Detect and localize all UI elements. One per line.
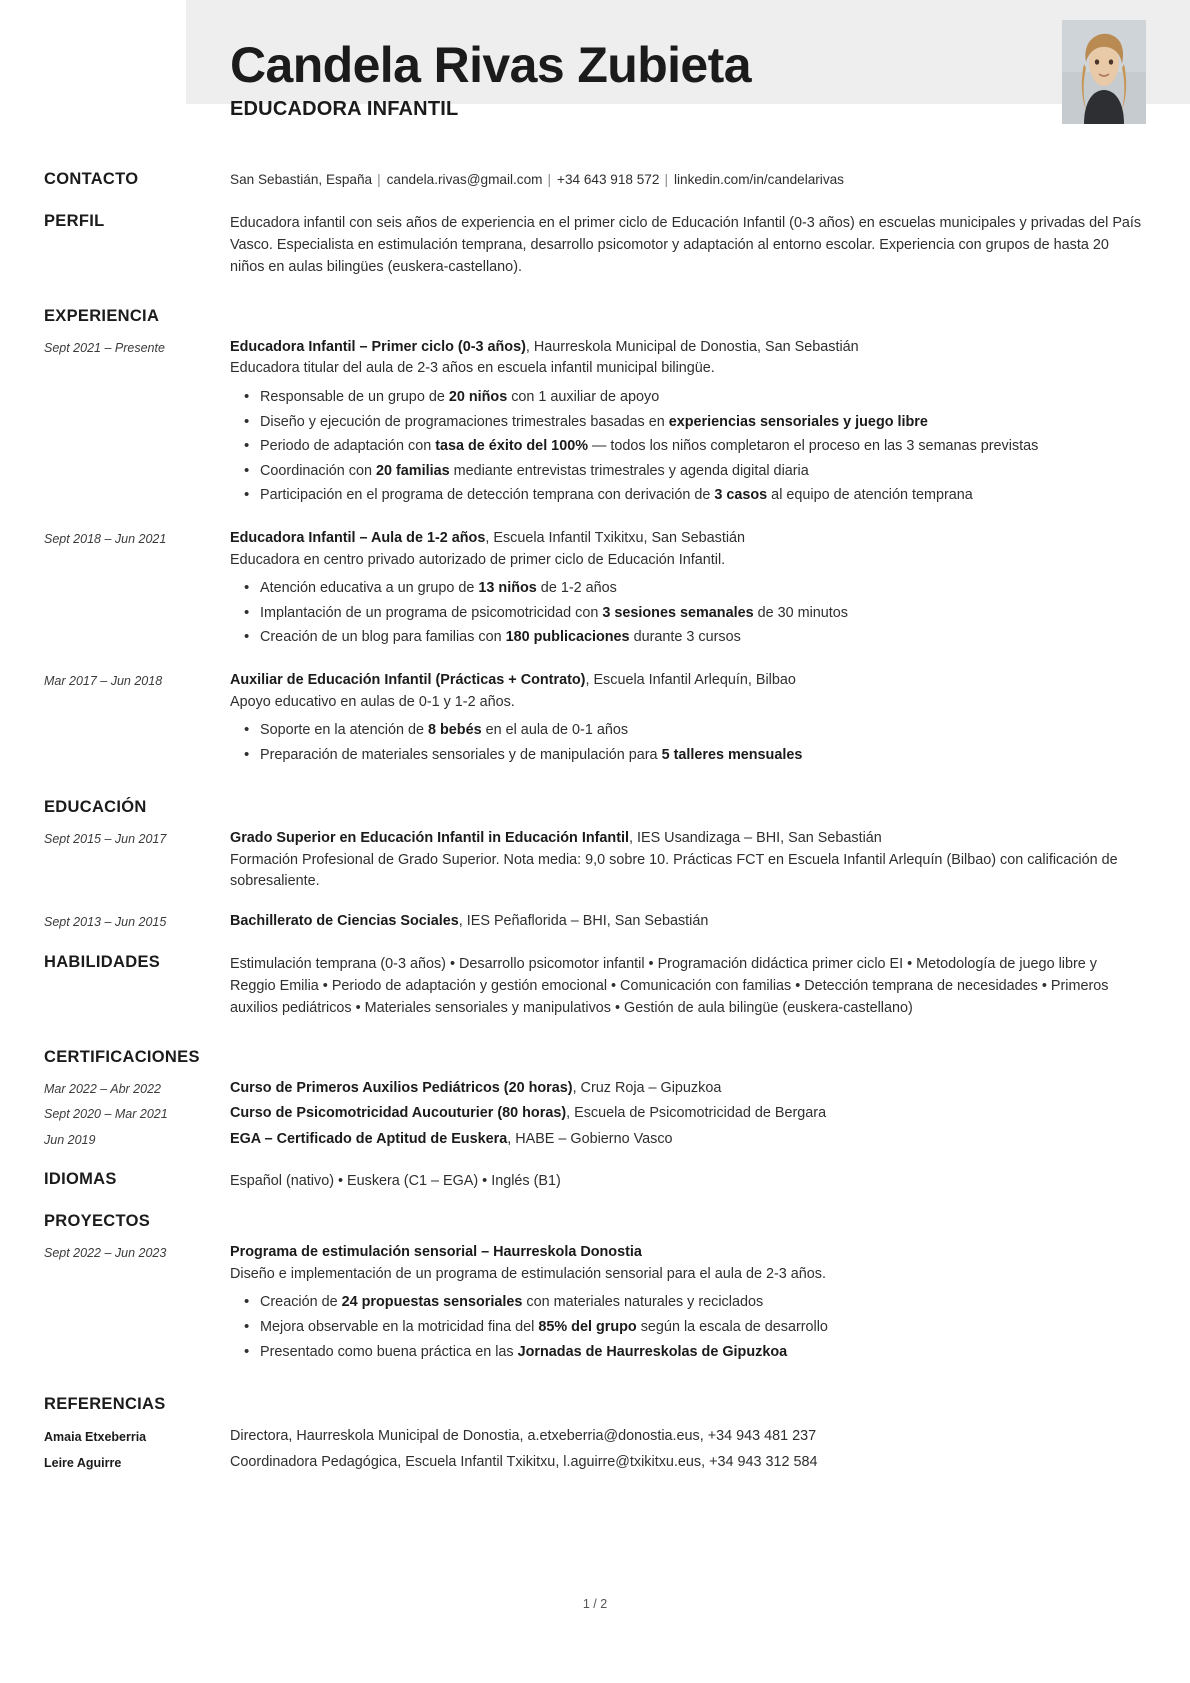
certification-entry	[44, 1078, 1146, 1100]
experience-date: Sept 2018 – Jun 2021	[44, 531, 167, 546]
experience-subtitle: Educadora en centro privado autorizado de primer ciclo de Educación Infantil.	[230, 551, 726, 568]
certification-entry-body	[230, 1129, 1146, 1151]
certification-name: EGA – Certificado de Aptitud de Euskera	[230, 1130, 508, 1147]
certification-issuer: , Cruz Roja – Gipuzkoa	[572, 1079, 722, 1096]
project-subtitle: Diseño e implementación de un programa de estimulación sensorial para el aula de 2-3 años.	[230, 1265, 826, 1282]
section-label-educacion: EDUCACIÓN	[44, 798, 147, 817]
profile-body	[230, 212, 1146, 278]
list-item: • Presentado como buena práctica en las Jornadas de Haurreskolas de Gipuzkoa	[260, 1342, 1146, 1364]
resume-header	[44, 0, 1146, 150]
page-number: 1 / 2	[582, 1597, 608, 1611]
project-name: Programa de estimulación sensorial – Haurreskola Donostia	[230, 1244, 642, 1261]
certification-date-wrap	[44, 1103, 230, 1124]
page-title: Candela Rivas Zubieta	[230, 37, 751, 93]
list-item: • Responsable de un grupo de 20 niños con 1 auxiliar de apoyo	[260, 387, 1146, 409]
profile-photo-illustration	[1062, 20, 1146, 124]
section-label-proyectos: PROYECTOS	[44, 1212, 151, 1231]
certification-date-wrap	[44, 1078, 230, 1099]
section-habilidades	[44, 953, 1146, 1019]
experience-title-line	[230, 337, 1146, 359]
section-label-habilidades: HABILIDADES	[44, 952, 161, 971]
contact-location: San Sebastián, España	[230, 172, 373, 187]
section-label-certificaciones: CERTIFICACIONES	[44, 1047, 200, 1066]
page-footer	[0, 1597, 1190, 1611]
reference-name-wrap	[44, 1425, 230, 1447]
certification-title-line	[230, 1078, 1146, 1100]
contact-separator-icon: |	[547, 172, 551, 187]
section-label-contacto: CONTACTO	[44, 170, 139, 188]
section-label-idiomas: IDIOMAS	[44, 1170, 117, 1189]
header-text-block	[230, 38, 1146, 121]
list-item: • Mejora observable en la motricidad fina del 85% del grupo según la escala de desarrollo	[260, 1317, 1146, 1339]
education-date-wrap	[44, 911, 230, 932]
education-entry	[44, 911, 1146, 933]
section-referencias-heading	[44, 1395, 1146, 1415]
section-label-contacto-wrap	[44, 170, 230, 190]
section-label-idiomas-wrap	[44, 1170, 230, 1190]
job-title: EDUCADORA INFANTIL	[230, 98, 459, 120]
experience-subtitle: Apoyo educativo en aulas de 0-1 y 1-2 años.	[230, 693, 515, 710]
section-label-habilidades-wrap	[44, 953, 230, 973]
experience-subtitle: Educadora titular del aula de 2-3 años en escuela infantil municipal bilingüe.	[230, 360, 715, 377]
reference-entry	[44, 1451, 1146, 1473]
section-educacion-heading	[44, 798, 1146, 818]
experience-entry-body	[230, 528, 1146, 652]
section-label-experiencia-wrap	[44, 307, 230, 327]
certification-entry	[44, 1103, 1146, 1125]
list-item: • Atención educativa a un grupo de 13 niños de 1-2 años	[260, 578, 1146, 600]
education-title-line	[230, 911, 1146, 933]
experience-date: Sept 2021 – Presente	[44, 340, 165, 355]
certification-date: Jun 2019	[44, 1132, 96, 1147]
experience-company: , Escuela Infantil Arlequín, Bilbao	[585, 672, 796, 688]
languages-text: Español (nativo) • Euskera (C1 – EGA) • Inglés (B1)	[230, 1173, 561, 1190]
experience-company: , Escuela Infantil Txikitxu, San Sebastián	[485, 529, 746, 546]
section-label-experiencia: EXPERIENCIA	[44, 306, 160, 325]
project-date: Sept 2022 – Jun 2023	[44, 1246, 167, 1261]
experience-entry	[44, 337, 1146, 510]
education-title-line	[230, 828, 1146, 850]
section-label-referencias-wrap	[44, 1395, 230, 1415]
contact-separator-icon: |	[377, 172, 381, 187]
experience-entry-body	[230, 670, 1146, 769]
experience-bullet-list	[230, 578, 1146, 649]
section-label-perfil-wrap	[44, 212, 230, 232]
education-date: Sept 2013 – Jun 2015	[44, 915, 167, 930]
education-school: , IES Usandizaga – BHI, San Sebastián	[628, 830, 882, 847]
section-label-referencias: REFERENCIAS	[44, 1395, 166, 1414]
certification-issuer: , Escuela de Psicomotricidad de Bergara	[566, 1105, 827, 1122]
avatar	[1062, 20, 1146, 124]
project-date-wrap	[44, 1242, 230, 1263]
section-proyectos-heading	[44, 1212, 1146, 1232]
reference-name: Amaia Etxeberria	[44, 1430, 147, 1445]
reference-detail-wrap	[230, 1451, 1146, 1473]
list-item: • Coordinación con 20 familias mediante entrevistas trimestrales y agenda digital diaria	[260, 461, 1146, 483]
section-label-proyectos-wrap	[44, 1212, 230, 1232]
certification-name: Curso de Psicomotricidad Aucouturier (80 horas)	[230, 1105, 567, 1122]
education-degree: Grado Superior en Educación Infantil in Educación Infantil	[230, 830, 629, 847]
list-item: • Creación de 24 propuestas sensoriales con materiales naturales y reciclados	[260, 1292, 1146, 1314]
project-entry-body	[230, 1242, 1146, 1366]
certification-date-wrap	[44, 1129, 230, 1150]
list-item: • Implantación de un programa de psicomotricidad con 3 sesiones semanales de 30 minutos	[260, 603, 1146, 625]
education-degree: Bachillerato de Ciencias Sociales	[230, 913, 459, 930]
education-entry	[44, 828, 1146, 893]
project-title-line	[230, 1242, 1146, 1264]
education-school: , IES Peñaflorida – BHI, San Sebastián	[458, 913, 709, 930]
education-date-wrap	[44, 828, 230, 849]
education-entry-body	[230, 828, 1146, 893]
contact-linkedin[interactable]: linkedin.com/in/candelarivas	[673, 172, 844, 187]
list-item: • Periodo de adaptación con tasa de éxito del 100% — todos los niños completaron el proceso en las 3 semanas previstas	[260, 436, 1146, 458]
experience-entry-body	[230, 337, 1146, 510]
experience-title-line	[230, 528, 1146, 550]
section-label-perfil: PERFIL	[44, 211, 105, 230]
section-experiencia-heading	[44, 307, 1146, 327]
certification-date: Mar 2022 – Abr 2022	[44, 1081, 161, 1096]
list-item: • Soporte en la atención de 8 bebés en el aula de 0-1 años	[260, 720, 1146, 742]
reference-detail-wrap	[230, 1425, 1146, 1447]
certification-title-line	[230, 1103, 1146, 1125]
experience-date-wrap	[44, 670, 230, 691]
list-item: • Preparación de materiales sensoriales y de manipulación para 5 talleres mensuales	[260, 745, 1146, 767]
experience-title-line	[230, 670, 1146, 692]
experience-job-title: Auxiliar de Educación Infantil (Prácticas + Contrato)	[230, 672, 586, 688]
reference-name-wrap	[44, 1451, 230, 1473]
certification-entry	[44, 1129, 1146, 1151]
experience-entry	[44, 528, 1146, 652]
education-date: Sept 2015 – Jun 2017	[44, 832, 167, 847]
languages-body	[230, 1170, 1146, 1192]
experience-date-wrap	[44, 337, 230, 358]
certification-name: Curso de Primeros Auxilios Pediátricos (20 horas)	[230, 1079, 573, 1096]
contact-separator-icon: |	[664, 172, 668, 187]
section-perfil	[44, 212, 1146, 278]
skills-text: Estimulación temprana (0-3 años) • Desarrollo psicomotor infantil • Programación didáctica primer ciclo EI • Metodología de juego libre y Reggio Emilia • Periodo de adaptación y gestión emocional • Comunicación con familias • Detección temprana de necesidades • Primeros auxilios pediátricos • Materiales sensoriales y manipulativos • Gestión de aula bilingüe (euskera-castellano)	[230, 955, 1109, 1016]
skills-body	[230, 953, 1146, 1019]
contact-details	[230, 170, 1146, 189]
experience-bullet-list	[230, 720, 1146, 766]
section-label-educacion-wrap	[44, 798, 230, 818]
section-certificaciones-heading	[44, 1048, 1146, 1068]
reference-detail: Coordinadora Pedagógica, Escuela Infantil Txikitxu, l.aguirre@txikitxu.eus, +34 943 312 584	[230, 1454, 818, 1471]
experience-job-title: Educadora Infantil – Aula de 1-2 años	[230, 529, 486, 546]
list-item: • Diseño y ejecución de programaciones trimestrales basadas en experiencias sensoriales y juego libre	[260, 412, 1146, 434]
contact-email[interactable]: candela.rivas@gmail.com	[386, 172, 543, 187]
contact-phone[interactable]: +34 643 918 572	[557, 172, 660, 187]
list-item: • Creación de un blog para familias con 180 publicaciones durante 3 cursos	[260, 627, 1146, 649]
reference-name: Leire Aguirre	[44, 1456, 122, 1471]
experience-bullet-list	[230, 387, 1146, 507]
experience-company: , Haurreskola Municipal de Donostia, San Sebastián	[525, 338, 859, 355]
experience-job-title: Educadora Infantil – Primer ciclo (0-3 años)	[230, 338, 526, 355]
section-contacto	[44, 170, 1146, 190]
certification-date: Sept 2020 – Mar 2021	[44, 1107, 168, 1122]
reference-entry	[44, 1425, 1146, 1447]
certification-entry-body	[230, 1103, 1146, 1125]
education-entry-body	[230, 911, 1146, 933]
certification-issuer: , HABE – Gobierno Vasco	[507, 1130, 673, 1147]
reference-detail: Directora, Haurreskola Municipal de Donostia, a.etxeberria@donostia.eus, +34 943 481 237	[230, 1428, 817, 1445]
profile-text: Educadora infantil con seis años de experiencia en el primer ciclo de Educación Infantil (0-3 años) en escuelas municipales y privadas del País Vasco. Especialista en estimulación temprana, desarrollo psicomotor y adaptación al entorno escolar. Experiencia con grupos de hasta 20 niños en aulas bilingües (euskera-castellano).	[230, 214, 1142, 275]
experience-date-wrap	[44, 528, 230, 549]
experience-date: Mar 2017 – Jun 2018	[44, 674, 163, 688]
contact-line	[230, 170, 1146, 189]
project-bullet-list	[230, 1292, 1146, 1363]
experience-entry	[44, 670, 1146, 769]
certification-title-line	[230, 1129, 1146, 1151]
list-item: • Participación en el programa de detección temprana con derivación de 3 casos al equipo de atención temprana	[260, 485, 1146, 507]
section-idiomas	[44, 1170, 1146, 1192]
certification-entry-body	[230, 1078, 1146, 1100]
section-label-certificaciones-wrap	[44, 1048, 230, 1068]
project-entry	[44, 1242, 1146, 1366]
education-subtitle: Formación Profesional de Grado Superior. Nota media: 9,0 sobre 10. Prácticas FCT en Escuela Infantil Arlequín (Bilbao) con calificación de sobresaliente.	[230, 851, 1118, 890]
